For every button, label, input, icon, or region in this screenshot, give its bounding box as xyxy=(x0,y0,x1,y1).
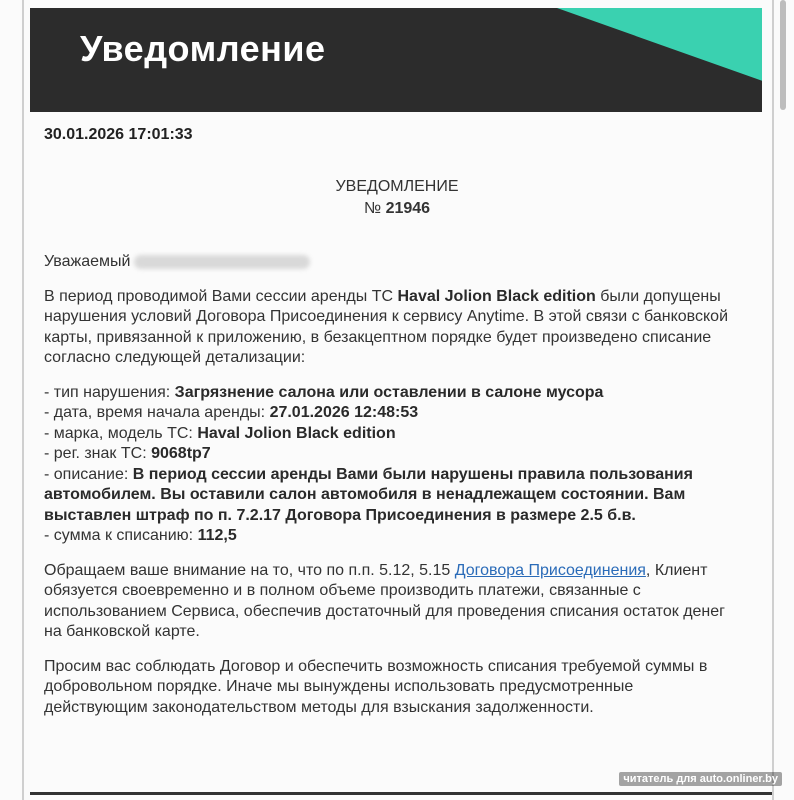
greeting xyxy=(44,252,734,273)
greeting-text: Уважаемый xyxy=(44,253,131,270)
detail-rent-start xyxy=(44,403,734,424)
attention-paragraph xyxy=(44,561,734,643)
detail-value: В период сессии аренды Вами были нарушены правила пользования автомобилем. Вы оставили салон автомобиля в ненадлежащем состоянии. Вам выставлен штраф по п. 7.2.17 Договора Присоединения в размере 2.5 б.в. xyxy=(44,465,693,524)
detail-violation-type xyxy=(44,383,734,404)
notice-number-prefix: № xyxy=(363,200,382,217)
attention-text-before: Обращаем ваше внимание на то, что по п.п. 5.12, 5.15 xyxy=(44,561,451,579)
header-title: Уведомление xyxy=(80,28,326,69)
closing-paragraph: Просим вас соблюдать Договор и обеспечить возможность списания требуемой суммы в добровольном порядке. Иначе мы вынуждены использовать предусмотренные действующим законодательством методы для взыскания задолженности. xyxy=(44,657,708,716)
scrollbar-thumb[interactable] xyxy=(780,0,786,110)
detail-description xyxy=(44,465,734,527)
notice-number xyxy=(0,198,794,220)
notice-title: УВЕДОМЛЕНИЕ xyxy=(335,178,459,195)
detail-label: - дата, время начала аренды: xyxy=(44,404,266,421)
detail-value: 112,5 xyxy=(197,527,237,544)
detail-amount xyxy=(44,526,734,547)
detail-label: - описание: xyxy=(44,465,129,483)
agreement-link[interactable]: Договора Присоединения xyxy=(454,561,646,579)
message-body xyxy=(44,252,734,732)
detail-value: Haval Jolion Black edition xyxy=(197,424,396,442)
detail-label: - тип нарушения: xyxy=(44,383,171,401)
bottom-divider xyxy=(30,792,772,795)
detail-value: 27.01.2026 12:48:53 xyxy=(269,404,419,421)
detail-label: - марка, модель ТС: xyxy=(44,424,193,442)
intro-text-after: были допущены нарушения условий Договора Присоединения к сервису Anytime. В этой связи с банковской карты, привязанной к приложению, в безакцептном порядке будет произведено списание согласно следующей детализации: xyxy=(44,287,728,366)
right-border xyxy=(772,0,774,800)
header-banner xyxy=(30,8,762,112)
watermark: читатель для auto.onliner.by xyxy=(619,772,782,786)
detail-plate xyxy=(44,444,734,465)
intro-text-before: В период проводимой Вами сессии аренды ТС xyxy=(44,287,394,305)
intro-paragraph xyxy=(44,287,734,369)
redacted-name xyxy=(134,255,310,269)
detail-label: - рег. знак ТС: xyxy=(44,445,147,462)
detail-car-model xyxy=(44,424,734,445)
notification-datetime: 30.01.2026 17:01:33 xyxy=(44,126,193,143)
detail-label: - сумма к списанию: xyxy=(44,527,194,544)
attention-text-after: , Клиент обязуется своевременно и в полном объеме производить платежи, связанные с использованием Сервиса, обеспечив достаточный для проведения списания остаток денег на банковской карте. xyxy=(44,561,725,640)
details-list xyxy=(44,383,734,547)
intro-car: Haval Jolion Black edition xyxy=(397,287,596,305)
notice-number-value: 21946 xyxy=(385,200,431,217)
left-border xyxy=(22,0,24,800)
detail-value: 9068tp7 xyxy=(151,445,211,462)
notice-heading xyxy=(0,176,794,220)
detail-value: Загрязнение салона или оставлении в салоне мусора xyxy=(174,383,604,401)
